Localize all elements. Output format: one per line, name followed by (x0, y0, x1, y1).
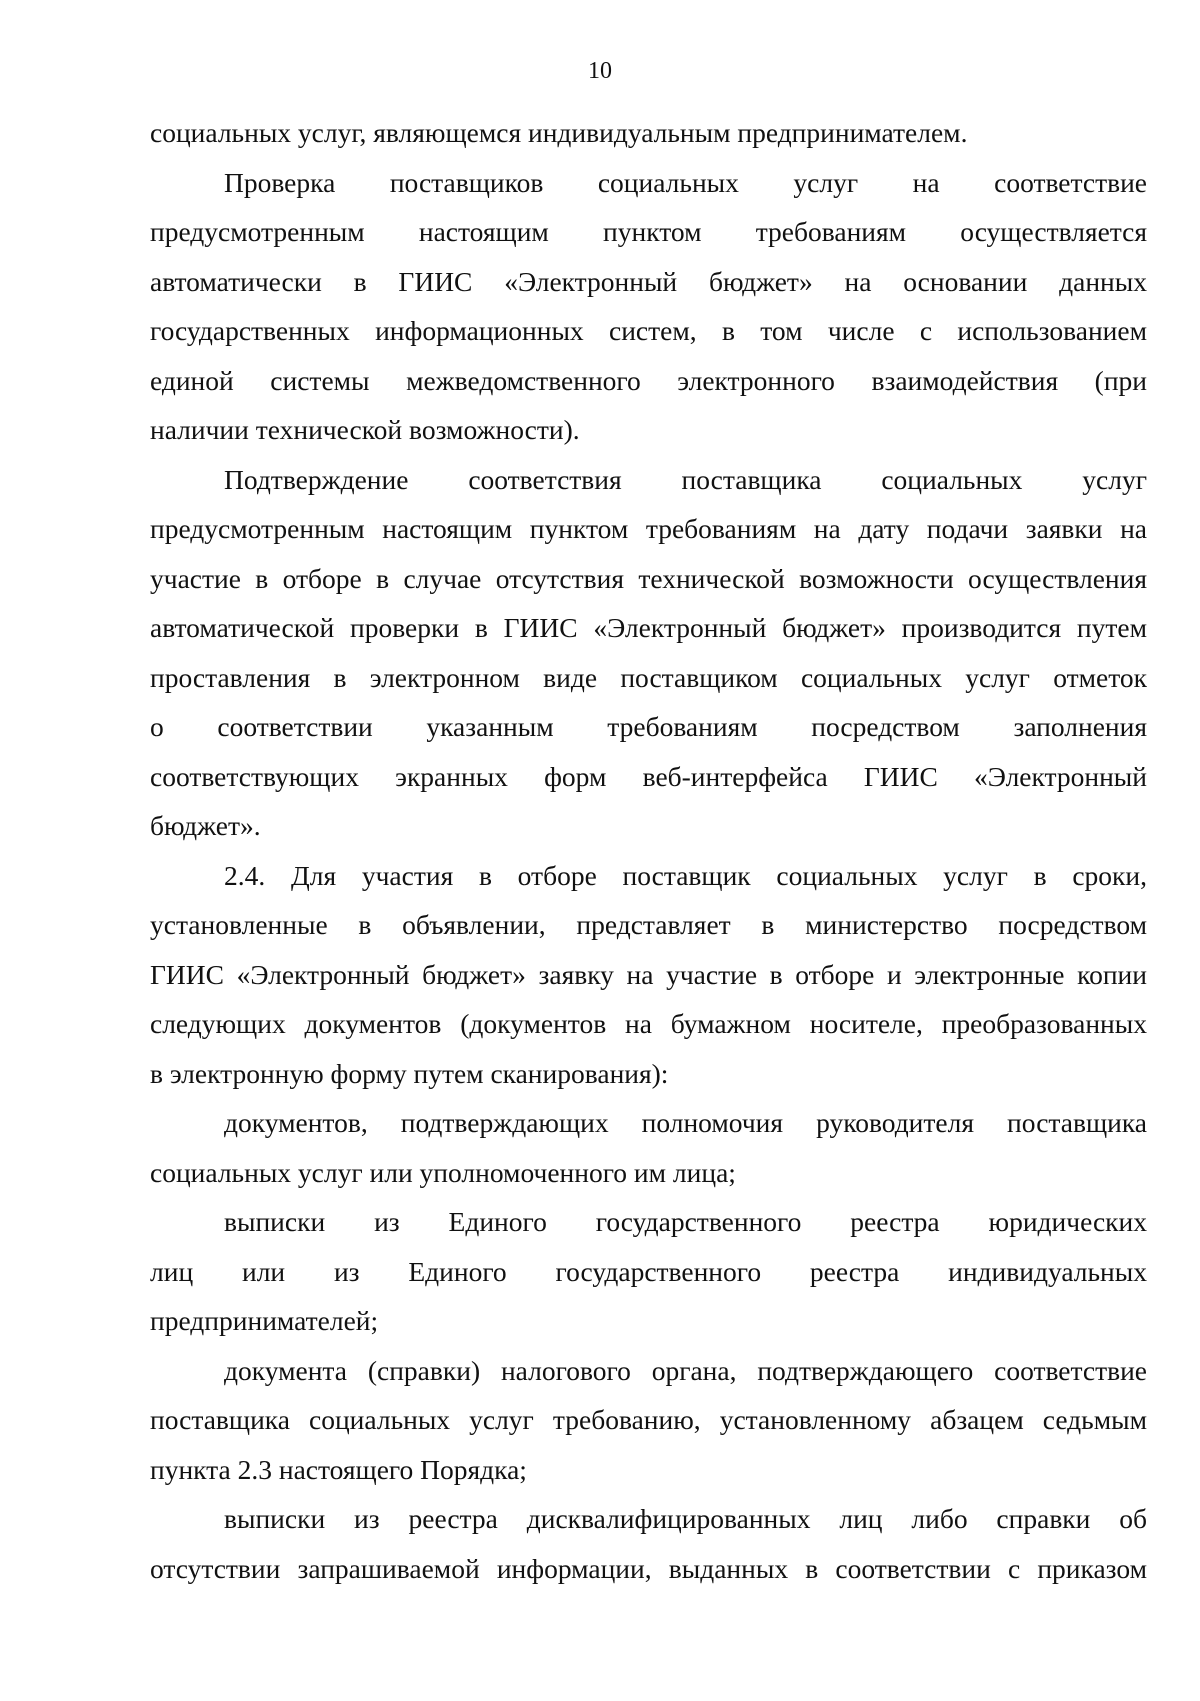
paragraph (150, 1098, 1147, 1197)
paragraph (150, 851, 1147, 1099)
text-line: 2.4. Для участия в отборе поставщик социальных услуг в сроки, (224, 859, 1147, 891)
text-line: ГИИС «Электронный бюджет» заявку на участие в отборе и электронные копии (150, 958, 1147, 990)
text-line: бюджет». (150, 810, 261, 841)
text-line: лиц или из Единого государственного реестра индивидуальных (150, 1255, 1147, 1287)
text-line: о соответствии указанным требованиям посредством заполнения (150, 711, 1147, 742)
text-line: следующих документов (документов на бумажном носителе, преобразованных (150, 1008, 1147, 1039)
text-line: автоматической проверки в ГИИС «Электронный бюджет» производится путем (150, 612, 1147, 643)
text-line: Подтверждение соответствия поставщика социальных услуг (224, 463, 1147, 495)
text-line: участие в отборе в случае отсутствия технической возможности осуществления (150, 562, 1147, 594)
text-line: в электронную форму путем сканирования): (150, 1057, 669, 1089)
document-body (150, 108, 1147, 1593)
page-number: 10 (588, 58, 612, 84)
text-line: проставления в электронном виде поставщиком социальных услуг отметок (150, 661, 1147, 693)
text-line: Проверка поставщиков социальных услуг на соответствие (224, 166, 1147, 198)
paragraph (150, 455, 1147, 851)
paragraph (150, 108, 1147, 158)
paragraph (150, 158, 1147, 455)
text-line: выписки из Единого государственного реестра юридических (224, 1206, 1147, 1237)
paragraph (150, 1346, 1147, 1495)
text-line: документов, подтверждающих полномочия руководителя поставщика (224, 1107, 1147, 1138)
text-line: автоматически в ГИИС «Электронный бюджет» на основании данных (150, 265, 1147, 297)
text-line: поставщика социальных услуг требованию, установленному абзацем седьмым (150, 1404, 1147, 1435)
text-line: наличии технической возможности). (150, 414, 580, 445)
paragraph (150, 1494, 1147, 1593)
text-line: установленные в объявлении, представляет в министерство посредством (150, 909, 1147, 940)
text-line: предпринимателей; (150, 1305, 379, 1336)
text-line: пункта 2.3 настоящего Порядка; (150, 1453, 527, 1485)
text-line: единой системы межведомственного электронного взаимодействия (при (150, 364, 1147, 396)
text-line: выписки из реестра дисквалифицированных лиц либо справки об (224, 1503, 1147, 1534)
text-line: государственных информационных систем, в том числе с использованием (150, 315, 1147, 346)
text-line: предусмотренным настоящим пунктом требованиям на дату подачи заявки на (150, 513, 1147, 544)
text-line: социальных услуг или уполномоченного им лица; (150, 1156, 736, 1188)
text-line: отсутствии запрашиваемой информации, выданных в соответствии с приказом (150, 1552, 1147, 1584)
text-line: предусмотренным настоящим пунктом требованиям осуществляется (150, 216, 1147, 247)
text-line: соответствующих экранных форм веб-интерфейса ГИИС «Электронный (150, 760, 1147, 792)
text-line: социальных услуг, являющемся индивидуальным предпринимателем. (150, 117, 968, 148)
paragraph (150, 1197, 1147, 1346)
text-line: документа (справки) налогового органа, подтверждающего соответствие (224, 1354, 1147, 1386)
